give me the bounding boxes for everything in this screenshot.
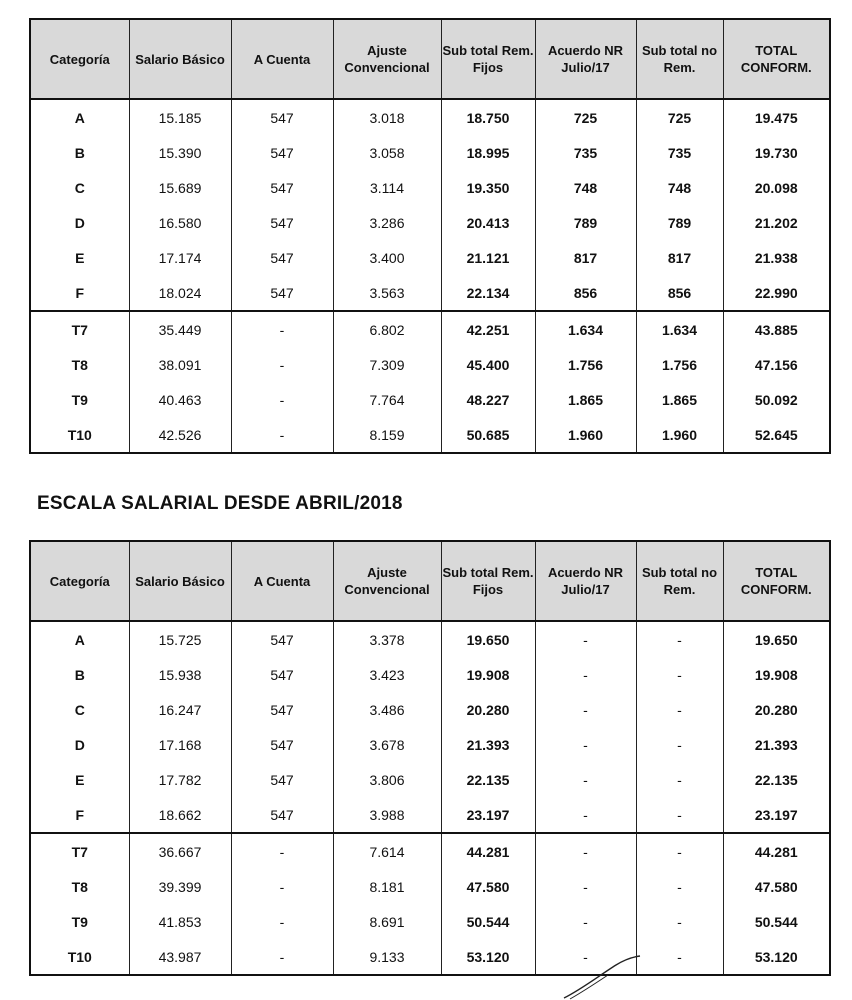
cell-a-cuenta: 547	[231, 692, 333, 727]
cell-total-conform: 52.645	[723, 417, 830, 453]
cell-acuerdo-nr: 725	[535, 99, 636, 135]
cell-subtotal-rem-fijos: 21.121	[441, 240, 535, 275]
table-row	[30, 657, 830, 692]
cell-categoria: T10	[30, 417, 129, 453]
cell-categoria: B	[30, 657, 129, 692]
cell-subtotal-no-rem: 748	[636, 170, 723, 205]
cell-categoria: C	[30, 170, 129, 205]
table-row	[30, 99, 830, 135]
cell-salario-basico: 42.526	[129, 417, 231, 453]
cell-subtotal-rem-fijos: 23.197	[441, 797, 535, 833]
cell-categoria: F	[30, 797, 129, 833]
cell-categoria: T7	[30, 311, 129, 347]
cell-acuerdo-nr: -	[535, 692, 636, 727]
cell-subtotal-rem-fijos: 18.750	[441, 99, 535, 135]
cell-subtotal-rem-fijos: 21.393	[441, 727, 535, 762]
header-total-conform: TOTAL CONFORM.	[723, 541, 830, 621]
table-row	[30, 275, 830, 311]
cell-ajuste-convencional: 6.802	[333, 311, 441, 347]
cell-categoria: E	[30, 240, 129, 275]
salary-table-current	[29, 18, 831, 454]
cell-subtotal-rem-fijos: 42.251	[441, 311, 535, 347]
cell-subtotal-no-rem: -	[636, 833, 723, 869]
header-salario-basico: Salario Básico	[129, 541, 231, 621]
cell-categoria: T9	[30, 382, 129, 417]
table-row	[30, 135, 830, 170]
cell-total-conform: 19.475	[723, 99, 830, 135]
cell-subtotal-rem-fijos: 47.580	[441, 869, 535, 904]
cell-acuerdo-nr: 1.960	[535, 417, 636, 453]
cell-ajuste-convencional: 3.423	[333, 657, 441, 692]
header-ajuste-convencional: Ajuste Convencional	[333, 541, 441, 621]
cell-salario-basico: 17.168	[129, 727, 231, 762]
cell-subtotal-no-rem: 1.960	[636, 417, 723, 453]
cell-subtotal-rem-fijos: 50.685	[441, 417, 535, 453]
cell-total-conform: 19.730	[723, 135, 830, 170]
cell-ajuste-convencional: 9.133	[333, 939, 441, 975]
cell-a-cuenta: -	[231, 869, 333, 904]
cell-subtotal-no-rem: 1.634	[636, 311, 723, 347]
header-subtotal-rem-fijos: Sub total Rem. Fijos	[441, 19, 535, 99]
table-row	[30, 762, 830, 797]
cell-categoria: D	[30, 205, 129, 240]
cell-acuerdo-nr: -	[535, 939, 636, 975]
cell-ajuste-convencional: 3.400	[333, 240, 441, 275]
cell-acuerdo-nr: -	[535, 657, 636, 692]
cell-categoria: D	[30, 727, 129, 762]
cell-a-cuenta: 547	[231, 205, 333, 240]
cell-subtotal-no-rem: 856	[636, 275, 723, 311]
cell-ajuste-convencional: 8.181	[333, 869, 441, 904]
header-subtotal-no-rem: Sub total no Rem.	[636, 541, 723, 621]
cell-categoria: A	[30, 621, 129, 657]
table-row	[30, 692, 830, 727]
table-row	[30, 311, 830, 347]
cell-categoria: C	[30, 692, 129, 727]
cell-ajuste-convencional: 3.058	[333, 135, 441, 170]
cell-salario-basico: 18.024	[129, 275, 231, 311]
cell-acuerdo-nr: 1.634	[535, 311, 636, 347]
table-row	[30, 417, 830, 453]
cell-total-conform: 47.156	[723, 347, 830, 382]
cell-subtotal-rem-fijos: 19.350	[441, 170, 535, 205]
table-row	[30, 904, 830, 939]
cell-acuerdo-nr: -	[535, 797, 636, 833]
cell-salario-basico: 39.399	[129, 869, 231, 904]
cell-ajuste-convencional: 3.378	[333, 621, 441, 657]
cell-salario-basico: 40.463	[129, 382, 231, 417]
cell-salario-basico: 35.449	[129, 311, 231, 347]
cell-total-conform: 21.393	[723, 727, 830, 762]
cell-salario-basico: 41.853	[129, 904, 231, 939]
cell-salario-basico: 15.725	[129, 621, 231, 657]
cell-a-cuenta: 547	[231, 135, 333, 170]
cell-subtotal-no-rem: -	[636, 762, 723, 797]
table-header	[30, 541, 830, 621]
cell-salario-basico: 16.580	[129, 205, 231, 240]
cell-subtotal-no-rem: -	[636, 797, 723, 833]
cell-total-conform: 22.990	[723, 275, 830, 311]
cell-total-conform: 47.580	[723, 869, 830, 904]
cell-subtotal-no-rem: -	[636, 657, 723, 692]
cell-a-cuenta: 547	[231, 657, 333, 692]
cell-acuerdo-nr: -	[535, 833, 636, 869]
table-body	[30, 99, 830, 453]
cell-total-conform: 19.650	[723, 621, 830, 657]
cell-acuerdo-nr: 748	[535, 170, 636, 205]
cell-a-cuenta: -	[231, 939, 333, 975]
header-a-cuenta: A Cuenta	[231, 541, 333, 621]
cell-total-conform: 44.281	[723, 833, 830, 869]
table-row	[30, 869, 830, 904]
cell-categoria: T7	[30, 833, 129, 869]
table-body	[30, 621, 830, 975]
cell-ajuste-convencional: 3.018	[333, 99, 441, 135]
cell-acuerdo-nr: 1.865	[535, 382, 636, 417]
cell-acuerdo-nr: 735	[535, 135, 636, 170]
table-row	[30, 347, 830, 382]
cell-total-conform: 50.092	[723, 382, 830, 417]
header-acuerdo-nr: Acuerdo NR Julio/17	[535, 19, 636, 99]
cell-a-cuenta: 547	[231, 762, 333, 797]
cell-salario-basico: 18.662	[129, 797, 231, 833]
header-a-cuenta: A Cuenta	[231, 19, 333, 99]
cell-acuerdo-nr: -	[535, 904, 636, 939]
cell-subtotal-no-rem: -	[636, 869, 723, 904]
cell-subtotal-no-rem: 1.865	[636, 382, 723, 417]
cell-subtotal-no-rem: -	[636, 727, 723, 762]
cell-a-cuenta: 547	[231, 99, 333, 135]
table-row	[30, 382, 830, 417]
cell-subtotal-rem-fijos: 22.135	[441, 762, 535, 797]
cell-subtotal-no-rem: 789	[636, 205, 723, 240]
cell-salario-basico: 17.174	[129, 240, 231, 275]
cell-categoria: T8	[30, 347, 129, 382]
cell-a-cuenta: 547	[231, 240, 333, 275]
cell-total-conform: 20.098	[723, 170, 830, 205]
cell-subtotal-rem-fijos: 18.995	[441, 135, 535, 170]
table-row	[30, 621, 830, 657]
cell-a-cuenta: -	[231, 347, 333, 382]
cell-acuerdo-nr: -	[535, 727, 636, 762]
cell-acuerdo-nr: 1.756	[535, 347, 636, 382]
cell-subtotal-no-rem: 735	[636, 135, 723, 170]
cell-total-conform: 20.280	[723, 692, 830, 727]
cell-subtotal-rem-fijos: 19.650	[441, 621, 535, 657]
header-total-conform: TOTAL CONFORM.	[723, 19, 830, 99]
cell-subtotal-rem-fijos: 48.227	[441, 382, 535, 417]
cell-ajuste-convencional: 3.678	[333, 727, 441, 762]
cell-salario-basico: 15.390	[129, 135, 231, 170]
cell-salario-basico: 16.247	[129, 692, 231, 727]
cell-salario-basico: 38.091	[129, 347, 231, 382]
table-row	[30, 833, 830, 869]
table-row	[30, 170, 830, 205]
cell-total-conform: 53.120	[723, 939, 830, 975]
cell-total-conform: 22.135	[723, 762, 830, 797]
cell-subtotal-rem-fijos: 22.134	[441, 275, 535, 311]
cell-acuerdo-nr: -	[535, 762, 636, 797]
cell-a-cuenta: 547	[231, 170, 333, 205]
cell-a-cuenta: 547	[231, 275, 333, 311]
cell-acuerdo-nr: -	[535, 621, 636, 657]
cell-subtotal-no-rem: 1.756	[636, 347, 723, 382]
cell-ajuste-convencional: 8.159	[333, 417, 441, 453]
cell-subtotal-no-rem: -	[636, 621, 723, 657]
cell-categoria: T10	[30, 939, 129, 975]
header-acuerdo-nr: Acuerdo NR Julio/17	[535, 541, 636, 621]
cell-a-cuenta: 547	[231, 797, 333, 833]
cell-subtotal-rem-fijos: 20.280	[441, 692, 535, 727]
cell-a-cuenta: 547	[231, 727, 333, 762]
cell-salario-basico: 15.185	[129, 99, 231, 135]
cell-ajuste-convencional: 3.114	[333, 170, 441, 205]
cell-categoria: B	[30, 135, 129, 170]
cell-ajuste-convencional: 7.764	[333, 382, 441, 417]
table-row	[30, 797, 830, 833]
cell-subtotal-no-rem: -	[636, 692, 723, 727]
cell-acuerdo-nr: 856	[535, 275, 636, 311]
cell-total-conform: 19.908	[723, 657, 830, 692]
cell-subtotal-no-rem: 817	[636, 240, 723, 275]
cell-total-conform: 21.938	[723, 240, 830, 275]
cell-total-conform: 21.202	[723, 205, 830, 240]
cell-ajuste-convencional: 8.691	[333, 904, 441, 939]
cell-subtotal-rem-fijos: 50.544	[441, 904, 535, 939]
header-ajuste-convencional: Ajuste Convencional	[333, 19, 441, 99]
cell-acuerdo-nr: -	[535, 869, 636, 904]
cell-subtotal-rem-fijos: 20.413	[441, 205, 535, 240]
cell-subtotal-no-rem: -	[636, 904, 723, 939]
cell-categoria: E	[30, 762, 129, 797]
cell-a-cuenta: -	[231, 382, 333, 417]
cell-total-conform: 23.197	[723, 797, 830, 833]
cell-ajuste-convencional: 3.988	[333, 797, 441, 833]
salary-table-abril-2018	[29, 540, 831, 976]
cell-salario-basico: 15.938	[129, 657, 231, 692]
cell-subtotal-no-rem: -	[636, 939, 723, 975]
cell-salario-basico: 17.782	[129, 762, 231, 797]
header-salario-basico: Salario Básico	[129, 19, 231, 99]
cell-ajuste-convencional: 7.309	[333, 347, 441, 382]
cell-ajuste-convencional: 3.286	[333, 205, 441, 240]
cell-categoria: T9	[30, 904, 129, 939]
cell-salario-basico: 36.667	[129, 833, 231, 869]
signature-stroke	[560, 955, 650, 1000]
header-categoria: Categoría	[30, 541, 129, 621]
table-row	[30, 727, 830, 762]
cell-ajuste-convencional: 7.614	[333, 833, 441, 869]
cell-subtotal-rem-fijos: 45.400	[441, 347, 535, 382]
cell-a-cuenta: 547	[231, 621, 333, 657]
cell-a-cuenta: -	[231, 833, 333, 869]
cell-subtotal-rem-fijos: 19.908	[441, 657, 535, 692]
cell-subtotal-rem-fijos: 53.120	[441, 939, 535, 975]
table-row	[30, 939, 830, 975]
cell-a-cuenta: -	[231, 417, 333, 453]
table-row	[30, 240, 830, 275]
header-subtotal-no-rem: Sub total no Rem.	[636, 19, 723, 99]
cell-salario-basico: 43.987	[129, 939, 231, 975]
cell-ajuste-convencional: 3.563	[333, 275, 441, 311]
cell-salario-basico: 15.689	[129, 170, 231, 205]
cell-a-cuenta: -	[231, 311, 333, 347]
cell-subtotal-rem-fijos: 44.281	[441, 833, 535, 869]
cell-categoria: T8	[30, 869, 129, 904]
cell-ajuste-convencional: 3.486	[333, 692, 441, 727]
table-header	[30, 19, 830, 99]
cell-categoria: A	[30, 99, 129, 135]
cell-acuerdo-nr: 789	[535, 205, 636, 240]
cell-total-conform: 43.885	[723, 311, 830, 347]
section-title: ESCALA SALARIAL DESDE ABRIL/2018	[37, 493, 403, 514]
table-row	[30, 205, 830, 240]
cell-categoria: F	[30, 275, 129, 311]
cell-total-conform: 50.544	[723, 904, 830, 939]
cell-subtotal-no-rem: 725	[636, 99, 723, 135]
header-subtotal-rem-fijos: Sub total Rem. Fijos	[441, 541, 535, 621]
cell-ajuste-convencional: 3.806	[333, 762, 441, 797]
header-categoria: Categoría	[30, 19, 129, 99]
cell-acuerdo-nr: 817	[535, 240, 636, 275]
cell-a-cuenta: -	[231, 904, 333, 939]
